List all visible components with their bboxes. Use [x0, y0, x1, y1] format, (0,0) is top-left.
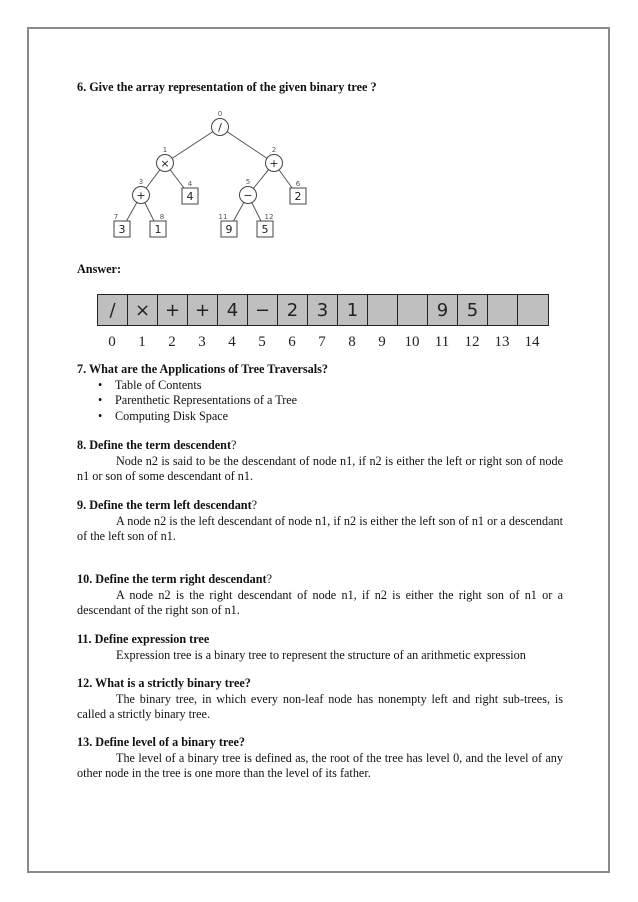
q10-title-text: 10. Define the term right descendant [77, 572, 267, 586]
q9-title [77, 498, 563, 514]
array-representation [97, 294, 549, 326]
array-cell [368, 295, 398, 325]
q13-body: The level of a binary tree is defined as, the root of the tree has level 0, and the level of any other node in the tree is one more than the level of its father. [77, 750, 563, 780]
array-cell: + [158, 295, 188, 325]
array-cell [488, 295, 518, 325]
array-cell: 5 [458, 295, 488, 325]
array-cell: 2 [278, 295, 308, 325]
q9-title-text: 9. Define the term left descendant [77, 498, 252, 512]
tree-node-index: 0 [217, 110, 223, 118]
array-index: 0 [108, 334, 116, 350]
tree-node-index: 11 [218, 213, 228, 221]
tree-node-index: 12 [264, 213, 274, 221]
q11-section [77, 632, 563, 663]
answer-label: Answer: [77, 262, 122, 276]
array-index: 12 [464, 334, 480, 350]
tree-node-symbol: × [160, 157, 170, 170]
array-index: 1 [138, 334, 146, 350]
tree-node-index: 5 [245, 178, 251, 186]
tree-node-symbol: + [269, 157, 279, 170]
tree-node-symbol: − [243, 189, 253, 202]
tree-node-index: 1 [162, 146, 168, 154]
array-index: 9 [378, 334, 386, 350]
q12-title: 12. What is a strictly binary tree? [77, 676, 251, 690]
tree-node-symbol: 1 [154, 223, 162, 236]
list-item: • Table of Contents [77, 378, 563, 394]
tree-node-symbol: 2 [294, 190, 302, 203]
array-cell: × [128, 295, 158, 325]
tree-edge [162, 127, 220, 163]
array-index: 10 [404, 334, 420, 350]
array-cell [398, 295, 428, 325]
array-index: 14 [524, 334, 540, 350]
q12-section [77, 676, 563, 723]
tree-node-index: 2 [271, 146, 277, 154]
tree-node-symbol: 5 [261, 223, 269, 236]
array-index: 11 [434, 334, 450, 350]
array-cell: / [98, 295, 128, 325]
q7-list [77, 378, 563, 425]
array-index: 2 [168, 334, 176, 350]
binary-tree-diagram [108, 108, 318, 242]
array-index: 3 [198, 334, 206, 350]
array-cell: 4 [218, 295, 248, 325]
q9-title-suffix: ? [251, 498, 258, 512]
q11-body: Expression tree is a binary tree to represent the structure of an arithmetic expression [116, 647, 526, 662]
tree-node-index: 3 [138, 178, 144, 186]
q10-title-suffix: ? [266, 572, 272, 586]
q9-body: A node n2 is the left descendant of node n1, if n2 is either the left son of n1 or a descendant of the left son of n1. [77, 513, 563, 543]
tree-node-index: 7 [113, 213, 119, 221]
q9-section [77, 498, 563, 545]
array-index: 13 [494, 334, 510, 350]
q7-section [77, 362, 563, 424]
array-cell: − [248, 295, 278, 325]
q12-body: The binary tree, in which every non-leaf node has nonempty left and right sub-trees, is called a strictly binary tree. [77, 691, 563, 721]
q8-title-text: 8. Define the term descendent [77, 438, 231, 452]
q8-title [77, 438, 563, 454]
tree-node-index: 4 [187, 180, 193, 188]
tree-node-symbol: 3 [118, 223, 126, 236]
array-cell: 9 [428, 295, 458, 325]
q8-section [77, 438, 563, 485]
q7-title: 7. What are the Applications of Tree Traversals? [77, 362, 328, 376]
array-cell: + [188, 295, 218, 325]
array-index: 7 [318, 334, 326, 350]
q11-title: 11. Define expression tree [77, 632, 210, 646]
list-item: • Computing Disk Space [77, 409, 563, 425]
list-item: • Parenthetic Representations of a Tree [77, 393, 563, 409]
tree-node-symbol: + [136, 189, 146, 202]
q10-section [77, 572, 563, 619]
array-cell [518, 295, 548, 325]
tree-node-symbol: 9 [225, 223, 233, 236]
tree-edge [220, 127, 277, 163]
q13-title: 13. Define level of a binary tree? [77, 735, 245, 749]
tree-node-index: 6 [295, 180, 301, 188]
array-indices [97, 334, 549, 351]
tree-node-symbol: / [218, 121, 222, 134]
array-index: 8 [348, 334, 356, 350]
array-index: 6 [288, 334, 296, 350]
array-index: 5 [258, 334, 266, 350]
q6-title: 6. Give the array representation of the given binary tree ? [77, 80, 377, 94]
array-index: 4 [228, 334, 236, 350]
q8-body: Node n2 is said to be the descendant of node n1, if n2 is either the left or right son of node n1 or son of some descendant of n1. [77, 453, 563, 483]
tree-node-index: 8 [159, 213, 165, 221]
q10-body: A node n2 is the right descendant of node n1, if n2 is either the right son of n1 or a descendant of the right son of n1. [77, 587, 563, 617]
tree-node-symbol: 4 [186, 190, 194, 203]
q13-section [77, 735, 563, 782]
array-cell: 3 [308, 295, 338, 325]
q8-title-suffix: ? [231, 438, 237, 452]
array-cell: 1 [338, 295, 368, 325]
q10-title [77, 572, 563, 588]
